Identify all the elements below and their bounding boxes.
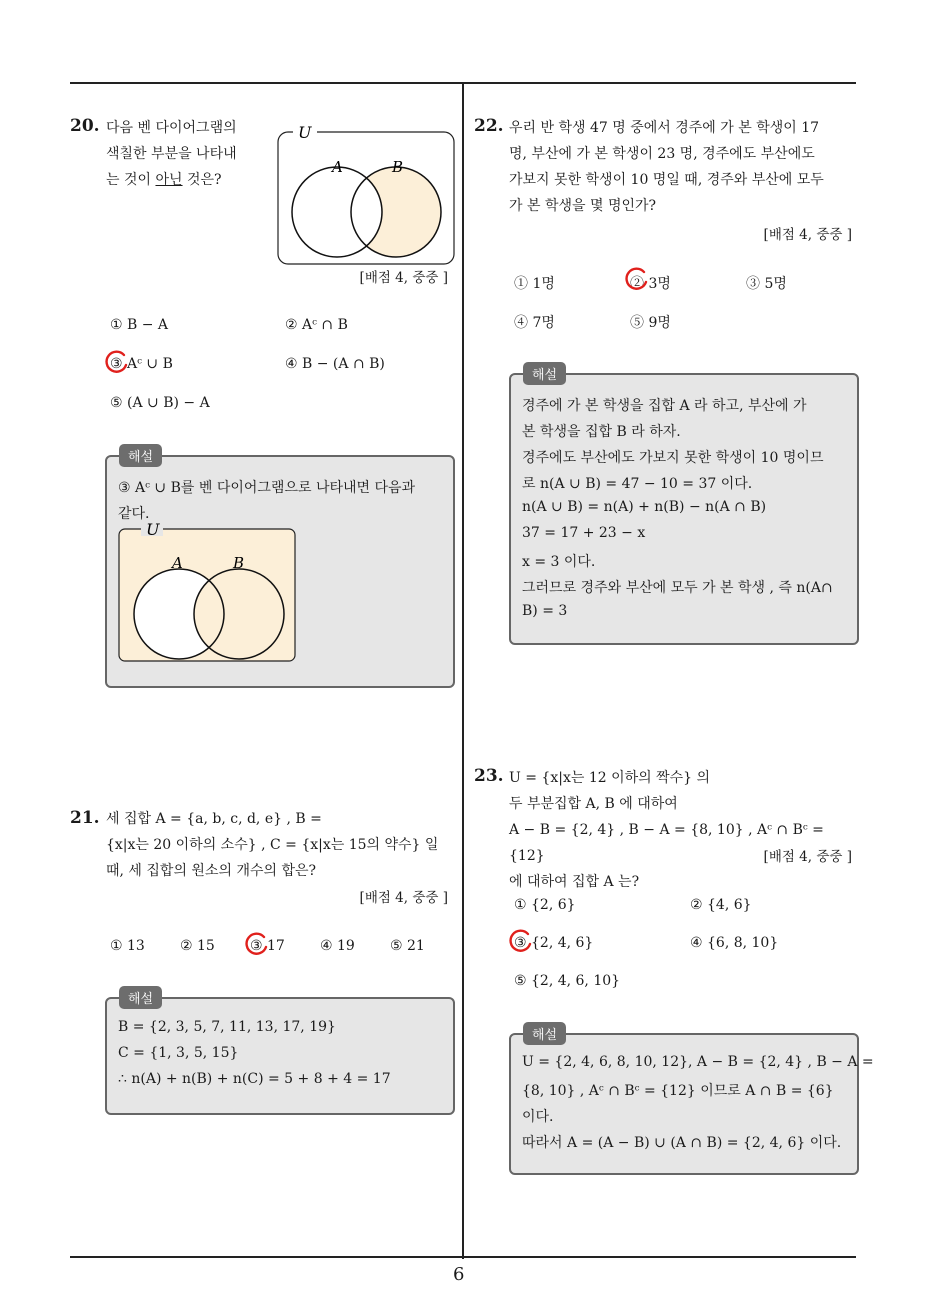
solution-tab: 해설 <box>523 362 566 385</box>
question-20-choice-1[interactable]: ① B − A <box>110 317 169 333</box>
question-20-choice-3[interactable]: ③ Aᶜ ∪ B <box>110 356 173 372</box>
solution-line: B = {2, 3, 5, 7, 11, 13, 17, 19} <box>118 1019 336 1035</box>
venn-universe-label: U <box>298 124 312 142</box>
solution-line: 로 n(A ∪ B) = 47 − 10 = 37 이다. <box>522 476 753 492</box>
solution-line: 따라서 A = (A − B) ∪ (A ∩ B) = {2, 4, 6} 이다. <box>522 1135 842 1151</box>
solution-line: 본 학생을 집합 B 라 하자. <box>522 424 681 440</box>
question-21-number: 21. <box>70 808 100 828</box>
solution-line: n(A ∪ B) = n(A) + n(B) − n(A ∩ B) <box>522 499 767 515</box>
solution-venn-diagram <box>115 518 299 666</box>
solution-line: 37 = 17 + 23 − x <box>522 525 646 541</box>
solution-line: 같다. <box>118 506 150 522</box>
question-22-choice-2[interactable]: ② 3명 <box>630 276 671 292</box>
question-23-choice-3[interactable]: ③ {2, 4, 6} <box>514 935 594 951</box>
solution-line: 경주에도 부산에도 가보지 못한 학생이 10 명이므 <box>522 450 824 466</box>
solution-line: C = {1, 3, 5, 15} <box>118 1045 239 1061</box>
venn-universe-label: U <box>146 520 160 539</box>
answer-mark-icon <box>624 267 650 293</box>
question-21-text: 세 집합 A = {a, b, c, d, e} , B = {x|x는 20 이하의 소수} , C = {x|x는 15의 약수} 일 때, 세 집합의 원소의 개수의 합은? <box>106 811 439 879</box>
question-21-choice-4[interactable]: ④ 19 <box>320 938 355 954</box>
question-23-choice-2[interactable]: ② {4, 6} <box>690 897 752 913</box>
question-23-choice-4[interactable]: ④ {6, 8, 10} <box>690 935 779 951</box>
question-23-score: [배점 4, 중중 ] <box>763 849 852 865</box>
solution-line: {8, 10} , Aᶜ ∩ Bᶜ = {12} 이므로 A ∩ B = {6} <box>522 1083 834 1099</box>
question-22-choice-5[interactable]: ⑤ 9명 <box>630 315 671 331</box>
question-21-choice-5[interactable]: ⑤ 21 <box>390 938 425 954</box>
question-22-number: 22. <box>474 116 504 136</box>
bottom-rule <box>70 1256 856 1258</box>
solution-line: ③ Aᶜ ∪ B를 벤 다이어그램으로 나타내면 다음과 <box>118 480 416 496</box>
question-21-choice-2[interactable]: ② 15 <box>180 938 215 954</box>
question-22-text: 우리 반 학생 47 명 중에서 경주에 가 본 학생이 17 명, 부산에 가 본 학생이 23 명, 경주에도 부산에도 가보지 못한 학생이 10 명일 때, 경주와 부산에 모두 가 본 학생을 몇 명인가? <box>509 120 824 214</box>
solution-tab: 해설 <box>523 1022 566 1045</box>
solution-line: B) = 3 <box>522 603 568 619</box>
solution-line: 경주에 가 본 학생을 집합 A 라 하고, 부산에 가 <box>522 398 807 414</box>
answer-mark-icon <box>508 929 534 955</box>
venn-set-a-label: A <box>332 158 343 176</box>
venn-set-a-label: A <box>172 554 183 572</box>
solution-line: ∴ n(A) + n(B) + n(C) = 5 + 8 + 4 = 17 <box>118 1071 391 1087</box>
question-23-choice-1[interactable]: ① {2, 6} <box>514 897 576 913</box>
question-22-choice-1[interactable]: ① 1명 <box>514 276 555 292</box>
solution-tab: 해설 <box>119 986 162 1009</box>
venn-set-b-label: B <box>392 158 404 176</box>
answer-mark-icon <box>104 350 130 376</box>
solution-tab: 해설 <box>119 444 162 467</box>
question-22-choice-4[interactable]: ④ 7명 <box>514 315 555 331</box>
question-20-score: [배점 4, 중중 ] <box>359 270 448 286</box>
solution-line: U = {2, 4, 6, 8, 10, 12}, A − B = {2, 4} , B − A = <box>522 1054 874 1070</box>
question-23-choice-5[interactable]: ⑤ {2, 4, 6, 10} <box>514 973 621 989</box>
question-20-text: 다음 벤 다이어그램의 색칠한 부분을 나타내 는 것이 아닌 것은? <box>106 120 237 188</box>
question-20-venn-diagram <box>275 124 457 268</box>
column-divider <box>462 82 464 1259</box>
page-number: 6 <box>453 1264 465 1285</box>
question-21-choice-3[interactable]: ③ 17 <box>250 938 285 954</box>
question-22-score: [배점 4, 중중 ] <box>763 227 852 243</box>
question-20-choice-4[interactable]: ④ B − (A ∩ B) <box>285 356 385 372</box>
question-21-score: [배점 4, 중중 ] <box>359 890 448 906</box>
question-20-choice-2[interactable]: ② Aᶜ ∩ B <box>285 317 348 333</box>
answer-mark-icon <box>244 932 270 958</box>
question-23-text: U = {x|x는 12 이하의 짝수} 의 두 부분집합 A, B 에 대하여 A − B = {2, 4} , B − A = {8, 10} , Aᶜ ∩ Bᶜ = {12} 에 대하여 집합 A 는? <box>509 770 824 890</box>
question-23-number: 23. <box>474 766 504 786</box>
question-22-choice-3[interactable]: ③ 5명 <box>746 276 787 292</box>
venn-set-b-label: B <box>233 554 245 572</box>
solution-line: x = 3 이다. <box>522 554 596 570</box>
solution-line: 이다. <box>522 1109 554 1125</box>
question-21-choice-1[interactable]: ① 13 <box>110 938 145 954</box>
question-20-number: 20. <box>70 116 100 136</box>
question-20-choice-5[interactable]: ⑤ (A ∪ B) − A <box>110 395 210 411</box>
solution-line: 그러므로 경주와 부산에 모두 가 본 학생 , 즉 n(A∩ <box>522 580 833 596</box>
